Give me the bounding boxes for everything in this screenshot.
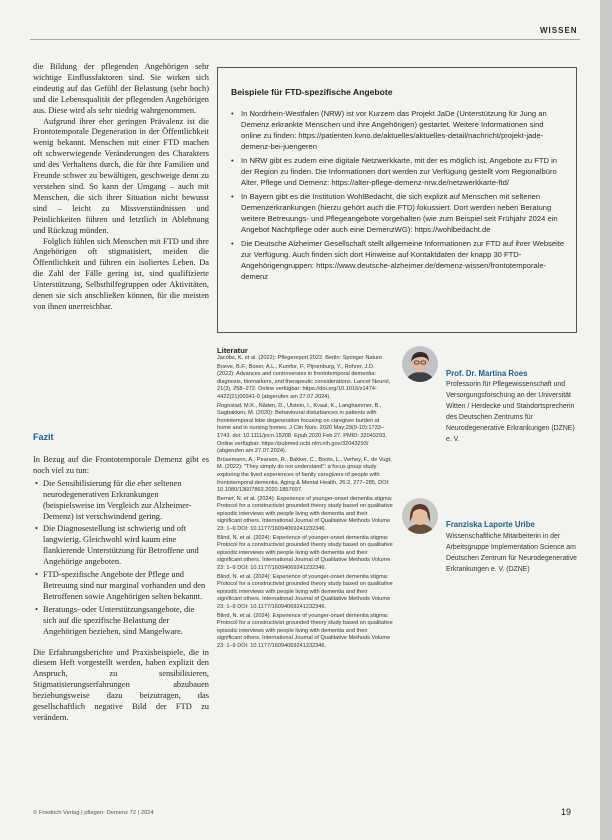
example-item: • In NRW gibt es zudem eine digitale Netzwerkkarte, mit der es möglich ist, Angebote zu FTD in der Region zu finden. Die Informationen dort werden zur Verfügung gestellt vom Regionalbüro Alter, Pflege und Demenz: https://alter-pflege-demenz-nrw.de/netzwerkkarte-ftd/	[231, 155, 565, 188]
literature-heading: Literatur	[217, 346, 248, 355]
examples-list	[231, 108, 565, 285]
closing-paragraph: Die Erfahrungsberichte und Praxisbeispiele, die in diesem Heft vorgestellt werden, haben explizit den Anspruch, zu sensibilisieren, Stigmatisierungserfahrungen abzubauen beziehungsweise dazu beizutragen, das gesellschaftlich negative Bild der FTD zu verändern.	[33, 647, 209, 722]
example-item: • In Nordrhein-Westfalen (NRW) ist vor Kurzem das Projekt JaDe (Unterstützung für Jung an Demenz erkrankte Menschen und ihre Angehörigen) gestartet. Weitere Informationen sind online zu finden: https://patienten.kvno.de/aktuelles/aktuelles-detail/nachricht/projekt-jade-demenz-bei-juengeren	[231, 108, 565, 152]
fazit-heading: Fazit	[33, 432, 54, 442]
header-divider	[30, 39, 580, 40]
author-name-laporte: Franziska Laporte Uribe	[446, 520, 535, 529]
literature-ref: Blind, N. et al. (2024): Experience of younger-onset dementia stigma: Protocol for a constructivist grounded theory study based on qualitative episodic interviews with people living with dementia and their significant others. International Journal of Qualitative Methods Volume 23: 1–9 DOI: 10.1177/16094069241232346.	[217, 612, 393, 649]
page-number: 19	[561, 807, 572, 817]
fazit-body	[33, 455, 209, 724]
page-edge-strip	[600, 0, 612, 840]
literature-ref: Rognstad, M.K., Nåden, D., Ulstein, I., Kvaal, K., Langhammer, B., Sagbakken, M. (2020): Behavioural disturbances in patients with frontotemporal lobe degeneration focusing on caregiver burden at home and in nursing homes. J Clin Nurs. 2020 May;29(9-10):1733–1743. doi: 10.1111/jocn.15208. Epub 2020 Feb 27. PMID: 32043293. Online verfügbar: https://pubmed.ncbi.nlm.nih.gov/32043293/ (abgerufen am 27.07.2024).	[217, 402, 387, 455]
author-name-roes: Prof. Dr. Martina Roes	[446, 369, 528, 378]
fazit-item: • FTD-spezifische Angebote der Pflege und Betreuung sind nur marginal vorhanden und den Betroffenen sowie Angehörigen selten bekannt.	[33, 570, 209, 603]
example-item: • Die Deutsche Alzheimer Gesellschaft stellt allgemeine Informationen zur FTD auf ihrer Webseite zur Verfügung. Auch finden sich dort Hinweise auf Kontaktdaten der knapp 30 FTD-Angehörigengruppen: https://www.deutsche-alzheimer.de/demenz-wissen/frontotemporale-demenz	[231, 238, 565, 282]
examples-box-title: Beispiele für FTD-spezifische Angebote	[231, 87, 393, 97]
fazit-intro: In Bezug auf die Frontotemporale Demenz gibt es noch viel zu tun:	[33, 455, 209, 475]
fazit-list	[33, 479, 209, 638]
left-column-body	[33, 62, 209, 313]
literature-ref: Boeve, B.F., Boxer, A.L., Kumfor, F., Pijnenburg, Y., Rohrer, J.D. (2022): Advances and controversies in frontotemporal dementia: diagnosis, biomarkers, and therapeutic considerations. Lancet Neurol, 21(3), 258–272. Online verfügbar: https://doi.org/10.1016/s1474-4422(21)00341-0 (abgerufen am 27.07.2024).	[217, 363, 391, 400]
literature-ref: Blind, N. et al. (2024): Experience of younger-onset dementia stigma: Protocol for a constructivist grounded theory study based on qualitative episodic interviews with people living with dementia and their significant others. International Journal of Qualitative Methods Volume 23: 1–9 DOI: 10.1177/16094069241232346.	[217, 573, 393, 610]
footer-publisher: © Friedrich Verlag | pflegen: Demenz 72 | 2024	[33, 810, 154, 816]
literature-ref: Brüsemann, A., Pearson, R., Bakker, C., Boots, L., Verhey, F., de Vugt, M. (2022): "They simply do not understand": a focus group study exploring the lived experiences of family caregivers of people with frontotemporal dementia, Aging & Mental Health, 26:2, 277–285, DOI: 10.1080/13607863.2020.1857697.	[217, 456, 392, 494]
literature-ref: Blind, N. et al. (2024): Experience of younger-onset dementia stigma: Protocol for a constructivist grounded theory study based on qualitative episodic interviews with people living with dementia and their significant others. International Journal of Qualitative Methods Volume 23: 1–9 DOI: 10.1177/16094069241232346.	[217, 534, 393, 572]
literature-list	[217, 355, 393, 652]
paragraph-3: Folglich fühlen sich Menschen mit FTD und ihre Angehörigen oft stigmatisiert, meiden die Öffentlichkeit und führen ein isoliertes Leben. Da die Zahl der Fälle gering ist, sind qualifizierte Unterstützung, Selbsthilfegruppen oder Aktivitäten, denen sie sich anschließen können, für die meisten von ihnen unerreichbar.	[33, 236, 209, 311]
author-desc-laporte: Wissenschaftliche Mitarbeiterin in der Arbeitsgruppe Implementation Science am Deutschen Zentrum für Neurodegenerative Erkrankungen e. V. (DZNE)	[446, 533, 577, 573]
examples-box	[217, 67, 577, 333]
fazit-item: • Die Sensibilisierung für die eher seltenen neurodegenerativen Erkrankungen (beispielsweise im Vergleich zur Alzheimer-Demenz) ist verschwindend gering.	[33, 479, 209, 523]
author-photo-roes	[402, 346, 438, 382]
paragraph-2: Aufgrund ihrer eher geringen Prävalenz ist die Frontotemporale Degeneration in der Öffentlichkeit wenig bekannt. Menschen mit einer FTD machen oft schwerwiegende Veränderungen des Charakters und des Verhaltens durch, die für ihre Familien und Freunde schwer zu bewältigen, geschweige denn zu verstehen sind. So kann der Umgang – auch mit Menschen, die sich ihrer Situation nicht bewusst sind – leicht zu Missverständnissen und Peinlichkeiten führen und letztlich in Ablehnung und Rückzug münden.	[33, 116, 209, 235]
example-item: • In Bayern gibt es die Institution WohlBedacht, die sich explizit auf Menschen mit seltenen Demenzerkrankungen (hierzu gehört auch die FTD) fokussiert. Dort werden neben Beratung weitere Betreuungs- und Pflegeangebote vorgehalten (wie zum Beispiel seit Frühjahr 2024 ein Angebot Nachtpflege oder auch eine DemenzWG): https://wohlbedacht.de	[231, 191, 565, 235]
literature-ref: Jacobs, K. et al. (2022): Pflegereport 2022. Berlin: Springer Nature.	[217, 355, 384, 361]
literature-ref: Berner, N. et al. (2024): Experience of younger-onset dementia stigma: Protocol for a constructivist grounded theory study based on qualitative episodic interviews with people living with dementia and their significant others. International Journal of Qualitative Methods Volume 23: 1–9 DOI: 10.1177/16094069241232346.	[217, 495, 393, 533]
fazit-item: • Die Diagnosestellung ist schwierig und oft langwierig. Gleichwohl wird kaum eine flankierende Unterstützung für Betroffene und Angehörige angeboten.	[33, 524, 209, 568]
author-photo-laporte	[402, 498, 438, 534]
author-desc-roes: Professorin für Pflegewissenschaft und Versorgungsforschung an der Universität Witten / Herdecke und Standortsprecherin des Deutschen Zentrums für Neurodegenerative Erkrankungen (DZNE) e. V.	[446, 381, 575, 443]
fazit-item: • Beratungs- oder Unterstützungsangebote, die sich auf die spezifische Belastung der Angehörigen beziehen, sind Mangelware.	[33, 605, 209, 638]
section-label: WISSEN	[540, 26, 578, 35]
paragraph-1: die Bildung der pflegenden Angehörigen sehr wichtige Einflussfaktoren sind. Sie wirken sich eindeutig auf das Gefühl der Belastung (sehr hoch) und die Lebensqualität der pflegenden Angehörigen aus. Diese wird als sehr niedrig wahrgenommen.	[33, 62, 209, 115]
